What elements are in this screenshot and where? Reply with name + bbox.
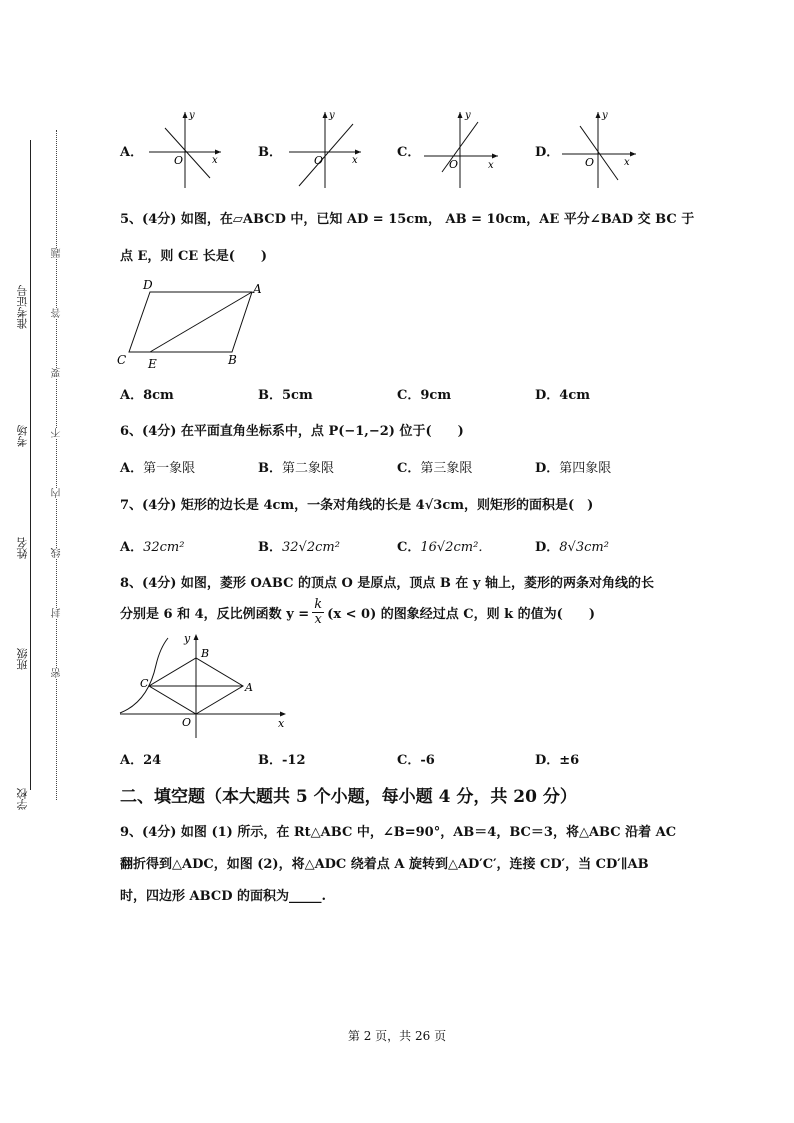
q6-option-b[interactable] bbox=[258, 457, 334, 476]
seal-char: 线 bbox=[52, 548, 63, 558]
q8-option-d-value: ±6 bbox=[559, 753, 580, 768]
q4-c-x-label: x bbox=[488, 160, 494, 171]
q5-label-a: A bbox=[253, 282, 262, 296]
q8-option-c-value: -6 bbox=[420, 753, 435, 768]
q6-option-b-value: 第二象限 bbox=[282, 461, 335, 476]
q5-label-d: D bbox=[143, 278, 153, 292]
q6-option-c-value: 第三象限 bbox=[420, 461, 473, 476]
q8-fraction bbox=[312, 598, 324, 627]
q5-option-b[interactable] bbox=[258, 384, 313, 403]
q6-option-a-letter: A． bbox=[120, 461, 144, 476]
q8-label-x: x bbox=[278, 717, 285, 730]
seal-char: 要 bbox=[52, 368, 63, 378]
q9-text-line3: 时，四边形 ABCD 的面积为_____. bbox=[120, 889, 327, 904]
q4-option-b-letter[interactable]: B． bbox=[258, 145, 282, 160]
fill-line-exam-number bbox=[28, 140, 29, 280]
label-name: 姓名 bbox=[16, 537, 29, 559]
q7-option-b[interactable] bbox=[258, 536, 340, 555]
q8-label-b: B bbox=[201, 647, 210, 660]
q9-text-line2: 翻折得到△ADC，如图 (2)，将△ADC 绕着点 A 旋转到△AD′C′，连接 CD′，当 CD′∥AB bbox=[120, 857, 649, 872]
q4-option-c-graph bbox=[420, 108, 502, 190]
q8-option-b-letter: B． bbox=[258, 753, 282, 768]
q4-a-origin-label: O bbox=[174, 154, 184, 167]
q4-option-d-graph bbox=[560, 108, 640, 190]
q8-option-b[interactable] bbox=[258, 749, 306, 768]
q4-option-a-letter[interactable]: A． bbox=[120, 145, 144, 160]
q7-text: 7、(4分) 矩形的边长是 4cm，一条对角线的长是 4√3cm，则矩形的面积是( ) bbox=[120, 498, 594, 513]
q4-option-a-graph bbox=[145, 108, 225, 190]
q5-option-c-letter: C． bbox=[397, 388, 421, 403]
q4-option-c-letter[interactable]: C． bbox=[397, 145, 421, 160]
q5-label-b: B bbox=[228, 353, 237, 367]
q8-option-a[interactable] bbox=[120, 749, 161, 768]
q5-parallelogram-figure bbox=[112, 275, 272, 373]
q8-label-c: C bbox=[140, 677, 149, 690]
seal-char: 内 bbox=[52, 488, 63, 498]
q5-option-c-value: 9cm bbox=[420, 388, 452, 403]
q8-label-o: O bbox=[182, 716, 192, 729]
q4-option-d-letter[interactable]: D． bbox=[535, 145, 560, 160]
section-2-heading: 二、填空题（本大题共 5 个小题，每小题 4 分，共 20 分） bbox=[120, 787, 577, 807]
q7-option-d-value: 8√3cm² bbox=[559, 540, 609, 555]
q8-line2-pre: 分别是 6 和 4，反比例函数 y = bbox=[120, 607, 310, 622]
q7-option-a[interactable] bbox=[120, 536, 184, 555]
label-exam-number: 准考证号 bbox=[16, 285, 29, 329]
q7-option-c[interactable] bbox=[397, 536, 491, 555]
label-exam-room: 考场 bbox=[16, 425, 29, 447]
q5-option-d-letter: D． bbox=[535, 388, 560, 403]
q4-c-y-label: y bbox=[465, 110, 471, 121]
q4-option-b-graph bbox=[285, 108, 365, 190]
q5-text-line1: 5、(4分) 如图，在▱ABCD 中，已知 AD = 15cm， AB = 10cm，AE 平分∠BAD 交 BC 于 bbox=[120, 212, 695, 227]
q4-d-origin-label: O bbox=[585, 156, 595, 169]
q8-fraction-denominator: x bbox=[314, 612, 322, 627]
q8-option-b-value: -12 bbox=[282, 753, 306, 768]
sidebar-dotted-line bbox=[56, 130, 57, 800]
q8-option-a-value: 24 bbox=[143, 753, 162, 768]
q6-option-c-letter: C． bbox=[397, 461, 421, 476]
sidebar-solid-line bbox=[30, 140, 31, 790]
q4-d-y-label: y bbox=[602, 110, 608, 121]
q8-line2-post: (x < 0) 的图象经过点 C，则 k 的值为( ) bbox=[327, 607, 595, 622]
seal-char: 密 bbox=[52, 668, 63, 678]
q8-option-d[interactable] bbox=[535, 749, 579, 768]
q5-option-a[interactable] bbox=[120, 384, 174, 403]
q6-text: 6、(4分) 在平面直角坐标系中，点 P(−1,−2) 位于( ) bbox=[120, 424, 464, 439]
q5-option-b-value: 5cm bbox=[282, 388, 313, 403]
q4-a-y-label: y bbox=[189, 110, 195, 121]
q6-option-d[interactable] bbox=[535, 457, 611, 476]
q5-option-a-value: 8cm bbox=[143, 388, 174, 403]
seal-char: 封 bbox=[52, 608, 63, 618]
q7-option-c-value: 16√2cm²． bbox=[420, 540, 492, 555]
q8-text-line2 bbox=[120, 598, 595, 627]
seal-char: 答 bbox=[52, 308, 63, 318]
q7-option-a-value: 32cm² bbox=[143, 540, 185, 555]
seal-char: 题 bbox=[52, 248, 63, 258]
q5-option-b-letter: B． bbox=[258, 388, 282, 403]
q6-option-a-value: 第一象限 bbox=[143, 461, 196, 476]
q6-option-a[interactable] bbox=[120, 457, 195, 476]
q5-option-c[interactable] bbox=[397, 384, 451, 403]
q8-option-c-letter: C． bbox=[397, 753, 421, 768]
q8-fraction-numerator: k bbox=[314, 597, 323, 612]
q4-b-origin-label: O bbox=[314, 154, 324, 167]
q8-label-y: y bbox=[184, 632, 191, 645]
q6-option-d-letter: D． bbox=[535, 461, 560, 476]
q7-option-d[interactable] bbox=[535, 536, 609, 555]
label-class: 班级 bbox=[16, 648, 29, 670]
q4-b-x-label: x bbox=[352, 155, 358, 166]
q5-option-d[interactable] bbox=[535, 384, 590, 403]
seal-char: 不 bbox=[52, 428, 63, 438]
q5-label-c: C bbox=[117, 353, 127, 367]
q5-option-a-letter: A． bbox=[120, 388, 144, 403]
q7-option-d-letter: D． bbox=[535, 540, 560, 555]
q8-rhombus-figure bbox=[118, 630, 293, 742]
q8-option-c[interactable] bbox=[397, 749, 435, 768]
q6-option-c[interactable] bbox=[397, 457, 472, 476]
page-footer: 第 2 页，共 26 页 bbox=[347, 1029, 447, 1043]
q4-d-x-label: x bbox=[624, 157, 630, 168]
q4-a-x-label: x bbox=[212, 155, 218, 166]
q7-option-c-letter: C． bbox=[397, 540, 421, 555]
q8-option-a-letter: A． bbox=[120, 753, 144, 768]
q5-label-e: E bbox=[148, 357, 157, 371]
q6-option-b-letter: B． bbox=[258, 461, 282, 476]
q4-b-y-label: y bbox=[329, 110, 335, 121]
q8-text-line1: 8、(4分) 如图，菱形 OABC 的顶点 O 是原点，顶点 B 在 y 轴上，菱形的两条对角线的长 bbox=[120, 576, 654, 591]
q6-option-d-value: 第四象限 bbox=[559, 461, 612, 476]
q5-option-d-value: 4cm bbox=[559, 388, 590, 403]
q5-text-line2: 点 E，则 CE 长是( ) bbox=[120, 249, 268, 264]
q8-label-a: A bbox=[245, 681, 253, 694]
label-school: 学校 bbox=[16, 788, 29, 810]
q8-option-d-letter: D． bbox=[535, 753, 560, 768]
q7-option-b-letter: B． bbox=[258, 540, 282, 555]
q7-option-a-letter: A． bbox=[120, 540, 144, 555]
q9-text-line1: 9、(4分) 如图 (1) 所示，在 Rt△ABC 中，∠B=90°，AB＝4，BC＝3，将△ABC 沿着 AC bbox=[120, 825, 677, 840]
q4-c-origin-label: O bbox=[449, 158, 459, 171]
q7-option-b-value: 32√2cm² bbox=[282, 540, 340, 555]
